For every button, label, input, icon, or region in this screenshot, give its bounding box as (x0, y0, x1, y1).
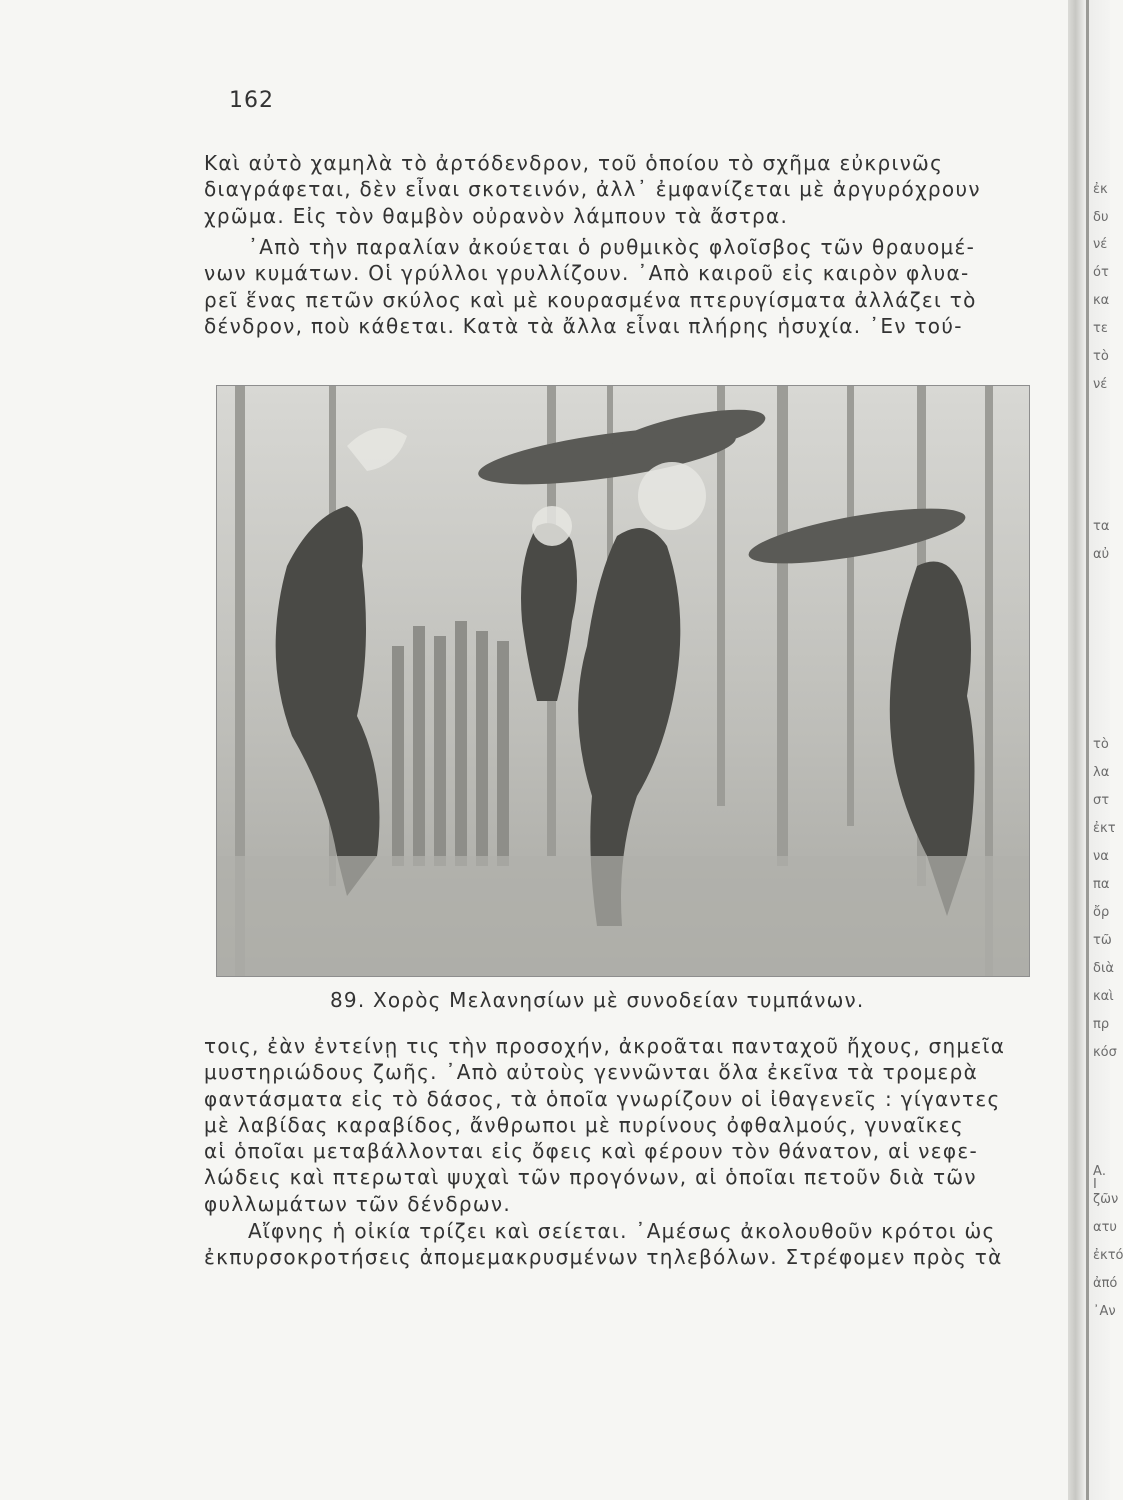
text-line: αἱ ὁποῖαι μεταβάλλονται εἰς ὄφεις καὶ φέρουν τὸν θάνατον, αἱ νεφε- (204, 1139, 979, 1164)
facing-fragment: δυ (1093, 210, 1109, 225)
page-number: 162 (229, 88, 274, 113)
text-line: λώδεις καὶ πτερωταὶ ψυχαὶ τῶν προγόνων, αἱ ὁποῖαι πετοῦν διὰ τῶν (204, 1165, 977, 1190)
facing-page-bleed (1093, 0, 1123, 1500)
facing-fragment: τῶ (1093, 933, 1112, 948)
paragraph-2 (204, 234, 1036, 339)
facing-fragment: ὄρ (1093, 905, 1110, 920)
facing-fragment: καὶ (1093, 989, 1114, 1004)
facing-fragment: τε (1093, 321, 1108, 336)
text-line: Αἴφνης ἡ οἰκία τρίζει καὶ σείεται. ᾿Αμέσως ἀκολουθοῦν κρότοι ὡς (248, 1219, 996, 1243)
paragraph-4 (204, 1218, 1036, 1271)
figure-photo (216, 385, 1030, 977)
facing-fragment: ἐκτ (1093, 821, 1116, 836)
paragraph-1 (204, 150, 1036, 229)
text-line: Καὶ αὐτὸ χαμηλὰ τὸ ἀρτόδενδρον, τοῦ ὁποίου τὸ σχῆμα εὐκρινῶς (204, 151, 944, 175)
text-line: μυστηριώδους ζωῆς. ᾿Απὸ αὐτοὺς γεννῶνται ὅλα ἐκεῖνα τὰ τρομερὰ (204, 1060, 979, 1085)
facing-fragment: διὰ (1093, 961, 1114, 976)
facing-fragment: νέ (1093, 237, 1108, 252)
text-line: ᾿Απὸ τὴν παραλίαν ἀκούεται ὁ ρυθμικὸς φλοῖσβος τῶν θραυομέ- (248, 235, 976, 259)
text-line: ρεῖ ἕνας πετῶν σκύλος καὶ μὲ κουρασμένα πτερυγίσματα ἀλλάζει τὸ (204, 287, 977, 312)
figure-caption: 89. Χορὸς Μελανησίων μὲ συνοδείαν τυμπάνων. (330, 988, 865, 1012)
facing-fragment: να (1093, 849, 1109, 864)
facing-fragment: Α. Ι (1093, 1164, 1107, 1192)
facing-fragment: τὸ (1093, 737, 1109, 752)
facing-fragment: στ (1093, 793, 1110, 808)
facing-fragment: νέ (1093, 377, 1108, 392)
page-edge (1086, 0, 1089, 1500)
facing-fragment: λα (1093, 765, 1110, 780)
facing-fragment: τα (1093, 519, 1110, 534)
facing-fragment: ἐκτό (1093, 1248, 1123, 1263)
facing-fragment: πα (1093, 877, 1110, 892)
paragraph-3 (204, 1033, 1036, 1217)
facing-fragment: ἐκ (1093, 182, 1108, 197)
text-line: μὲ λαβίδας καραβίδος, ἄνθρωποι μὲ πυρίνους ὀφθαλμούς, γυναῖκες (204, 1112, 964, 1137)
facing-fragment: ᾿Αν (1093, 1304, 1116, 1319)
text-line: νων κυμάτων. Οἱ γρύλλοι γρυλλίζουν. ᾿Απὸ καιροῦ εἰς καιρὸν φλυα- (204, 261, 970, 286)
facing-fragment: τὸ (1093, 349, 1109, 364)
facing-fragment: ἀπό (1093, 1276, 1118, 1291)
facing-fragment: πρ (1093, 1017, 1110, 1032)
text-line: διαγράφεται, δὲν εἶναι σκοτεινόν, ἀλλ᾽ ἐμφανίζεται μὲ ἀργυρόχρουν (204, 177, 981, 202)
text-line: τοις, ἐὰν ἐντείνῃ τις τὴν προσοχήν, ἀκροᾶται πανταχοῦ ἤχους, σημεῖα (204, 1034, 1006, 1058)
facing-fragment: ατυ (1093, 1220, 1117, 1235)
text-line: ἐκπυρσοκροτήσεις ἀπομεμακρυσμένων τηλεβόλων. Στρέφομεν πρὸς τὰ (204, 1245, 1003, 1270)
facing-fragment: κα (1093, 293, 1110, 308)
facing-fragment: ότ (1093, 265, 1109, 280)
photo-ground (217, 856, 1029, 976)
text-line: φυλλωμάτων τῶν δένδρων. (204, 1191, 512, 1216)
facing-fragment: κόσ (1093, 1045, 1117, 1060)
facing-fragment: ζῶν (1093, 1192, 1119, 1207)
text-line: φαντάσματα εἰς τὸ δάσος, τὰ ὁποῖα γνωρίζουν οἱ ἰθαγενεῖς : γίγαντες (204, 1086, 1001, 1111)
facing-fragment: αὐ (1093, 547, 1110, 562)
text-line: δένδρον, ποὺ κάθεται. Κατὰ τὰ ἄλλα εἶναι πλήρης ἡσυχία. ᾿Εν τού- (204, 313, 963, 338)
text-line: χρῶμα. Εἰς τὸν θαμβὸν οὐρανὸν λάμπουν τὰ ἄστρα. (204, 203, 789, 228)
